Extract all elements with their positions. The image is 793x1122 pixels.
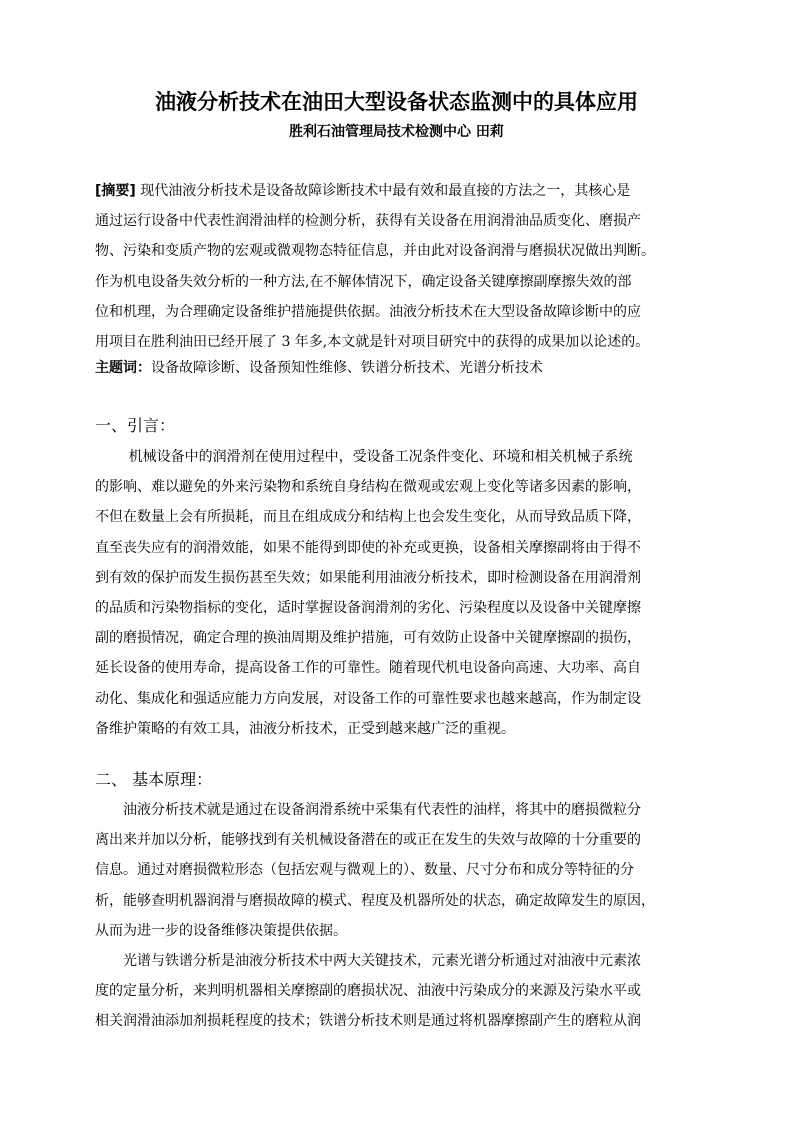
paragraph-line: 不但在数量上会有所损耗，而且在组成成分和结构上也会发生变化，从而导致品质下降，	[95, 509, 641, 526]
paragraph-line: 副的磨损情况，确定合理的换油周期及维护措施，可有效防止设备中关键摩擦副的损伤，	[95, 630, 641, 647]
abstract	[95, 176, 715, 357]
keywords	[95, 353, 715, 383]
paragraph-line: 的品质和污染物指标的变化，适时掌握设备润滑剂的劣化、污染程度以及设备中关键摩擦	[95, 600, 641, 617]
paragraph-line: 析，能够查明机器润滑与磨损故障的模式、程度及机器所处的状态，确定故障发生的原因，	[95, 892, 655, 909]
paragraph-line: 光谱与铁谱分析是油液分析技术中两大关键技术，元素光谱分析通过对油液中元素浓	[123, 953, 641, 969]
paragraph-line: 动化、集成化和强适应能力方向发展，对设备工作的可靠性要求也越来越高，作为制定设	[95, 690, 641, 707]
paragraph-line: 延长设备的使用寿命，提高设备工作的可靠性。随着现代机电设备向高速、大功率、高自	[95, 660, 641, 677]
abstract-line: 现代油液分析技术是设备故障诊断技术中最有效和最直接的方法之一，其核心是	[140, 183, 631, 199]
paragraph-line: 的影响、难以避免的外来污染物和系统自身结构在微观或宏观上变化等诸多因素的影响，	[95, 479, 641, 496]
keywords-text: 设备故障诊断、设备预知性维修、铁谱分析技术、光谱分析技术	[151, 360, 543, 376]
paragraph-line: 信息。通过对磨损微粒形态（包括宏观与微观上的）、数量、尺寸分布和成分等特征的分	[95, 862, 634, 879]
section-heading-basic-principle: 二、 基本原理：	[95, 770, 213, 789]
keywords-label: 主题词：	[95, 360, 151, 376]
paragraph-line: 到有效的保护而发生损伤甚至失效；如果能利用油液分析技术，即时检测设备在用润滑剂	[95, 569, 641, 586]
paragraph-line: 相关润滑油添加剂损耗程度的技术；铁谱分析技术则是通过将机器摩擦副产生的磨粒从润	[95, 1013, 641, 1030]
paragraph-line: 机械设备中的润滑剂在使用过程中，受设备工况条件变化、环境和相关机械子系统	[128, 449, 633, 465]
principle-paragraph-2	[95, 946, 715, 1037]
paragraph-line: 离出来并加以分析，能够找到有关机械设备潜在的或正在发生的失效与故障的十分重要的	[95, 832, 641, 849]
paragraph-line: 直至丧失应有的润滑效能，如果不能得到即使的补充或更换，设备相关摩擦副将由于得不	[95, 539, 641, 556]
paragraph-line: 备维护策略的有效工具，油液分析技术，正受到越来越广泛的重视。	[95, 720, 515, 737]
abstract-line: 物、污染和变质产物的宏观或微观物态特征信息，并由此对设备润滑与磨损状况做出判断。	[95, 243, 655, 260]
paragraph-line: 从而为进一步的设备维修决策提供依据。	[95, 922, 347, 939]
section-heading-introduction: 一、引言：	[95, 416, 176, 435]
abstract-line: 作为机电设备失效分析的一种方法,在不解体情况下，确定设备关键摩擦副摩擦失效的部	[95, 273, 632, 290]
abstract-line: 位和机理，为合理确定设备维护措施提供依据。油液分析技术在大型设备故障诊断中的应	[95, 303, 641, 320]
abstract-line: 通过运行设备中代表性润滑油样的检测分析，获得有关设备在用润滑油品质变化、磨损产	[95, 213, 641, 230]
paper-title: 油液分析技术在油田大型设备状态监测中的具体应用	[155, 90, 638, 114]
paragraph-line: 度的定量分析，来判明机器相关摩擦副的磨损状况、油液中污染成分的来源及污染水平或	[95, 983, 641, 1000]
abstract-line: 用项目在胜利油田已经开展了 3 年多,本文就是针对项目研究中的获得的成果加以论述的。	[95, 334, 650, 351]
abstract-label: [摘要]	[95, 183, 136, 199]
author-affiliation: 胜利石油管理局技术检测中心 田莉	[289, 124, 504, 140]
paragraph-line: 油液分析技术就是通过在设备润滑系统中采集有代表性的油样，将其中的磨损微粒分	[123, 802, 641, 818]
introduction-paragraph	[95, 442, 715, 744]
principle-paragraph-1	[95, 795, 715, 946]
